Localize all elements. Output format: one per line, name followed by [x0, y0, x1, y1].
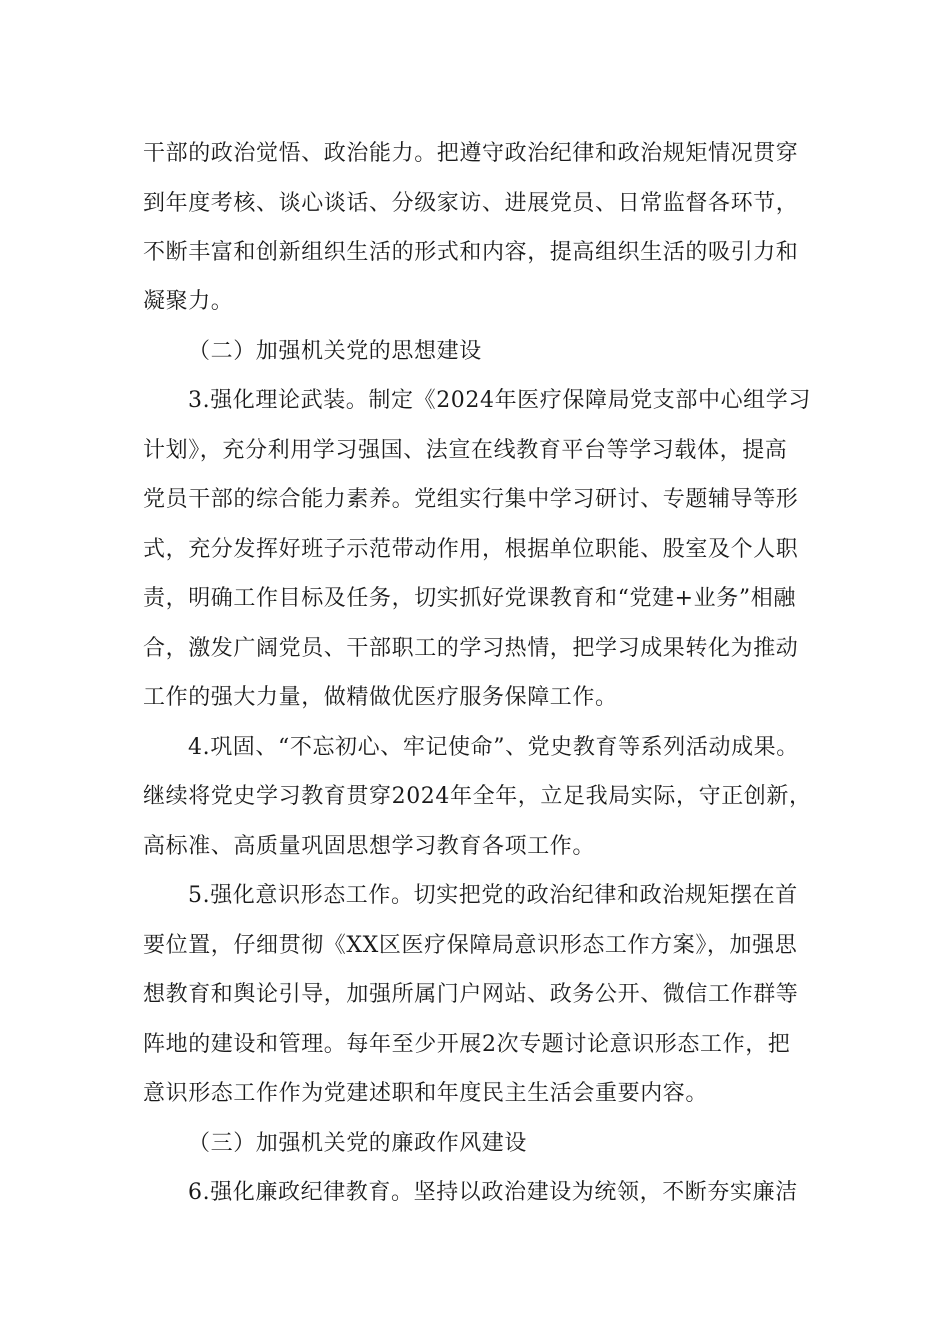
body-text-line: 3.强化理论武装。制定《2024年医疗保障局党支部中心组学习: [188, 388, 811, 413]
body-text-line: 责，明确工作目标及任务，切实抓好党课教育和“党建+业务”相融: [143, 586, 796, 611]
body-text-line: 4.巩固、“不忘初心、牢记使命”、党史教育等系列活动成果。: [188, 735, 799, 760]
body-text-line: 党员干部的综合能力素养。党组实行集中学习研讨、专题辅导等形: [143, 487, 799, 512]
body-text-line: 继续将党史学习教育贯穿2024年全年，立足我局实际，守正创新，: [143, 784, 812, 809]
body-text-line: 计划》，充分利用学习强国、法宣在线教育平台等学习载体，提高: [143, 438, 788, 463]
body-text-line: 合，激发广阔党员、干部职工的学习热情，把学习成果转化为推动: [143, 636, 799, 661]
body-text-line: 工作的强大力量，做精做优医疗服务保障工作。: [143, 685, 618, 710]
body-text-line: 干部的政治觉悟、政治能力。把遵守政治纪律和政治规矩情况贯穿: [143, 141, 799, 166]
body-text-line: 阵地的建设和管理。每年至少开展2次专题讨论意识形态工作，把: [143, 1032, 791, 1057]
body-text-line: 凝聚力。: [143, 289, 234, 314]
body-text-line: 不断丰富和创新组织生活的形式和内容，提高组织生活的吸引力和: [143, 240, 799, 265]
body-text-line: 想教育和舆论引导，加强所属门户网站、政务公开、微信工作群等: [143, 982, 799, 1007]
body-text-line: 6.强化廉政纪律教育。坚持以政治建设为统领，不断夯实廉洁: [188, 1180, 798, 1205]
body-text-line: 要位置，仔细贯彻《XX区医疗保障局意识形态工作方案》，加强思: [143, 933, 798, 958]
body-text-line: 5.强化意识形态工作。切实把党的政治纪律和政治规矩摆在首: [188, 883, 798, 908]
body-text-line: 高标准、高质量巩固思想学习教育各项工作。: [143, 834, 596, 859]
body-text-line: 意识形态工作作为党建述职和年度民主生活会重要内容。: [143, 1081, 709, 1106]
body-text-line: 式，充分发挥好班子示范带动作用，根据单位职能、股室及个人职: [143, 537, 799, 562]
section-heading: （二）加强机关党的思想建设: [188, 339, 482, 364]
body-text-line: 到年度考核、谈心谈话、分级家访、进展党员、日常监督各环节，: [143, 191, 799, 216]
section-heading: （三）加强机关党的廉政作风建设: [188, 1131, 528, 1156]
